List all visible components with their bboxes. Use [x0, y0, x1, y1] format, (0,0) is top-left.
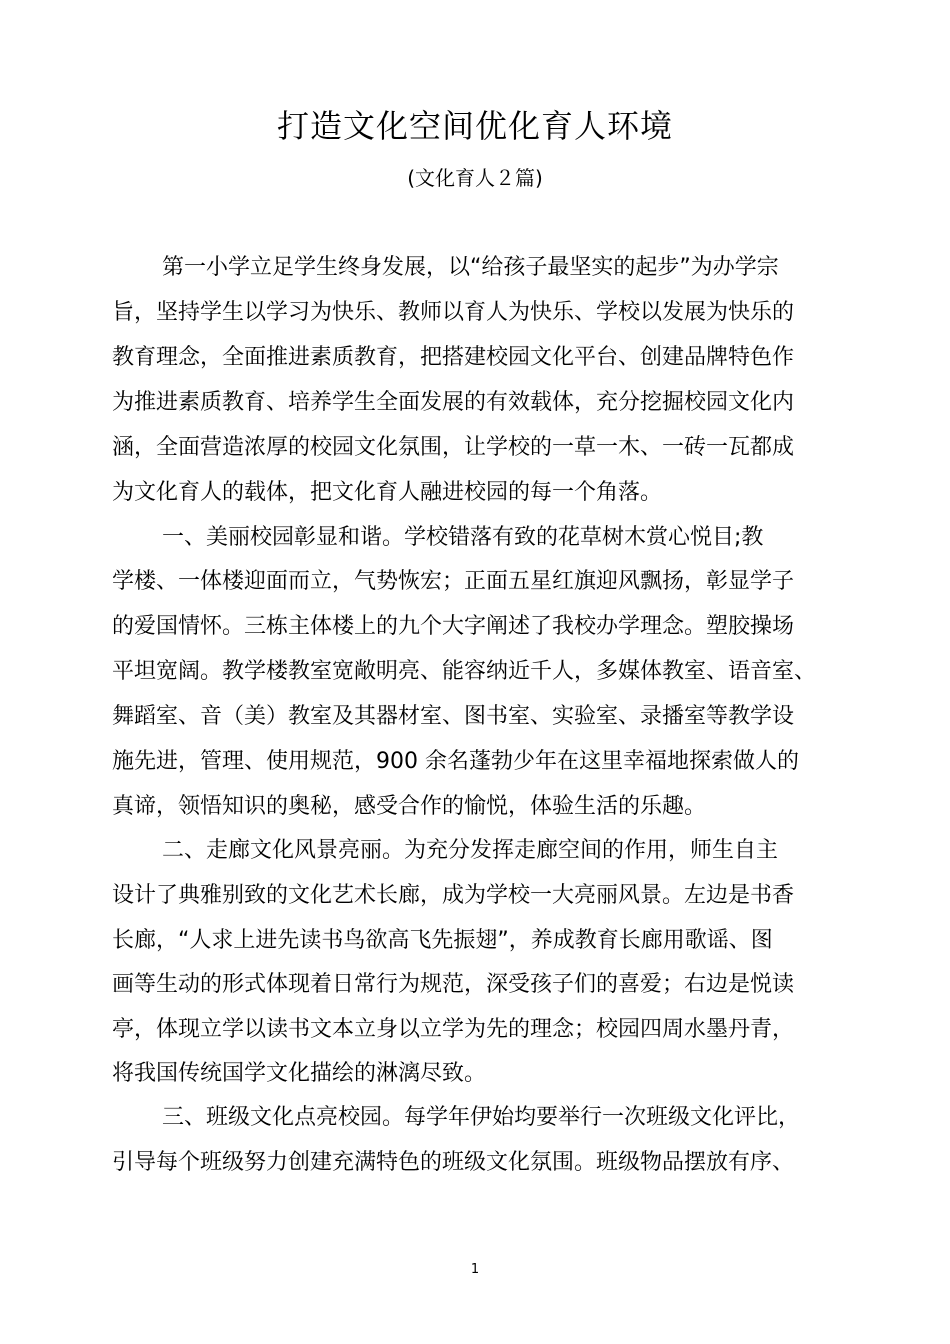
text-line: 学楼、一体楼迎面而立，气势恢宏；正面五星红旗迎风飘扬，彰显学子	[112, 569, 795, 594]
page-number: 1	[470, 1262, 480, 1277]
text-line: 将我国传统国学文化描绘的淋漓尽致。	[112, 1061, 487, 1086]
text-line: 为推进素质教育、培养学生全面发展的有效载体，充分挖掘校园文化内	[112, 390, 795, 415]
text-line: 第一小学立足学生终身发展，以“给孩子最坚实的起步”为办学宗	[162, 255, 779, 280]
text-line: 画等生动的形式体现着日常行为规范，深受孩子们的喜爱；右边是悦读	[112, 972, 795, 997]
text-line: 施先进，管理、使用规范，900 余名蓬勃少年在这里幸福地探索做人的	[112, 749, 799, 774]
text-line: 设计了典雅别致的文化艺术长廊，成为学校一大亮丽风景。左边是书香	[112, 883, 795, 908]
text-line: 舞蹈室、音（美）教室及其器材室、图书室、实验室、录播室等教学设	[112, 704, 795, 729]
text-line: 引导每个班级努力创建充满特色的班级文化氛围。班级物品摆放有序、	[112, 1150, 795, 1175]
text-line: 涵，全面营造浓厚的校园文化氛围，让学校的一草一木、一砖一瓦都成	[112, 435, 795, 460]
text-line: 真谛，领悟知识的奥秘，感受合作的愉悦，体验生活的乐趣。	[112, 794, 707, 819]
text-line: 为文化育人的载体，把文化育人融进校园的每一个角落。	[112, 480, 663, 505]
document-subtitle: (文化育人２篇)	[407, 166, 543, 190]
text-line: 长廊，“人求上进先读书鸟欲高飞先振翅”，养成教育长廊用歌谣、图	[112, 928, 773, 953]
text-line: 二、走廊文化风景亮丽。为充分发挥走廊空间的作用，师生自主	[162, 838, 779, 863]
text-line: 旨，坚持学生以学习为快乐、教师以育人为快乐、学校以发展为快乐的	[112, 300, 795, 325]
text-line: 亭，体现立学以读书文本立身以立学为先的理念；校园四周水墨丹青，	[112, 1017, 795, 1042]
text-line: 的爱国情怀。三栋主体楼上的九个大字阐述了我校办学理念。塑胶操场	[112, 614, 795, 639]
text-line: 三、班级文化点亮校园。每学年伊始均要举行一次班级文化评比，	[162, 1105, 801, 1130]
text-line: 平坦宽阔。教学楼教室宽敞明亮、能容纳近千人，多媒体教室、语音室、	[112, 659, 817, 684]
document-title: 打造文化空间优化育人环境	[276, 107, 673, 145]
text-line: 教育理念，全面推进素质教育，把搭建校园文化平台、创建品牌特色作	[112, 345, 795, 370]
text-line: 一、美丽校园彰显和谐。学校错落有致的花草树木赏心悦目;教	[162, 525, 764, 550]
